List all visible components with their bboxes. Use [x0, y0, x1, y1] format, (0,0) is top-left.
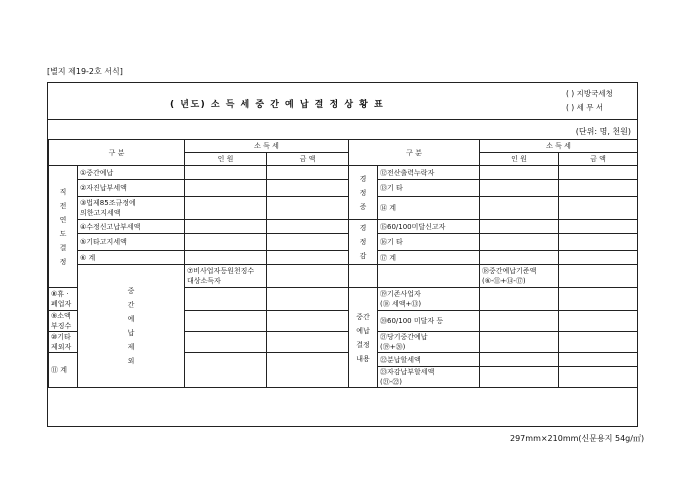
row-label: ⑭ 계: [378, 197, 480, 220]
input-cell[interactable]: [185, 332, 267, 353]
input-cell[interactable]: [559, 220, 638, 234]
header-gubun-right: 구 분: [349, 140, 480, 166]
row-label: ⑪ 계: [49, 353, 78, 388]
input-cell[interactable]: [480, 166, 559, 180]
row-label: ⑤기타고지세액: [78, 234, 185, 251]
input-cell[interactable]: [185, 180, 267, 197]
input-cell[interactable]: [480, 332, 559, 353]
input-cell[interactable]: [185, 353, 267, 388]
input-cell[interactable]: [559, 265, 638, 288]
input-cell[interactable]: [349, 265, 378, 288]
group-label-increase: 경 정 증: [349, 166, 378, 220]
input-cell[interactable]: [267, 220, 349, 234]
input-cell[interactable]: [559, 251, 638, 265]
row-label: ①중간예납: [78, 166, 185, 180]
form-id: [별지 제19-2호 서식]: [47, 67, 123, 76]
input-cell[interactable]: [267, 332, 349, 353]
input-cell[interactable]: [480, 288, 559, 311]
input-cell[interactable]: [185, 197, 267, 220]
row-label: ⑯기 타: [378, 234, 480, 251]
page-title: ( 년도) 소 득 세 중 간 예 납 결 정 상 황 표: [170, 100, 385, 110]
group-label-excluded: 중 간 예 납 제 외: [78, 265, 185, 388]
input-cell[interactable]: [480, 311, 559, 332]
input-cell[interactable]: [480, 367, 559, 388]
group-label-decrease: 경 정 감: [349, 220, 378, 265]
input-cell[interactable]: [480, 197, 559, 220]
input-cell[interactable]: [267, 288, 349, 311]
status-table: [48, 139, 638, 388]
input-cell[interactable]: [559, 311, 638, 332]
input-cell[interactable]: [185, 166, 267, 180]
input-cell[interactable]: [185, 234, 267, 251]
input-cell[interactable]: [480, 220, 559, 234]
header-geumaek-right: 금 액: [559, 153, 638, 166]
input-cell[interactable]: [267, 251, 349, 265]
row-label: ②자진납부세액: [78, 180, 185, 197]
input-cell[interactable]: [559, 234, 638, 251]
input-cell[interactable]: [559, 332, 638, 353]
input-cell[interactable]: [559, 367, 638, 388]
header-sodukse-left: 소 득 세: [185, 140, 349, 153]
input-cell[interactable]: [267, 234, 349, 251]
row-label: ⑲기존사업자 (⑱ 세액+⑬): [378, 288, 480, 311]
input-cell[interactable]: [480, 234, 559, 251]
input-cell[interactable]: [559, 288, 638, 311]
header-geumaek-left: 금 액: [267, 153, 349, 166]
input-cell[interactable]: [480, 180, 559, 197]
paper-spec: 297mm×210mm(신문용지 54g/㎡): [510, 434, 645, 443]
header-inwon-left: 인 원: [185, 153, 267, 166]
input-cell[interactable]: [267, 180, 349, 197]
group-label-decision: 중간 예납 결정 내용: [349, 288, 378, 388]
row-label: ⑥ 계: [78, 251, 185, 265]
empty-cell: [378, 265, 480, 288]
row-label: ⑫전산출력누락자: [378, 166, 480, 180]
title-row: [48, 83, 637, 120]
row-label: ⑨소액부징수: [49, 311, 78, 332]
group-label-prior-year: 직 전 연 도 결 정: [49, 166, 78, 288]
row-label: ⑮60/100미달신고자: [378, 220, 480, 234]
input-cell[interactable]: [480, 251, 559, 265]
row-label: ⑦비사업자등원천징수 대상소득자: [185, 265, 267, 288]
row-label: ⑬기 타: [378, 180, 480, 197]
input-cell[interactable]: [559, 180, 638, 197]
row-label: ⑰ 계: [378, 251, 480, 265]
input-cell[interactable]: [480, 353, 559, 367]
input-cell[interactable]: [559, 353, 638, 367]
row-label: ⑧휴 · 폐업자: [49, 288, 78, 311]
row-label: ③법제85조규정에 의한고지세액: [78, 197, 185, 220]
header-inwon-right: 인 원: [480, 153, 559, 166]
row-label: ㉑당기중간예납 (⑲+⑳): [378, 332, 480, 353]
row-label: ⑱중간예납기준액 (⑥-⑪+⑭-⑰): [480, 265, 559, 288]
input-cell[interactable]: [267, 197, 349, 220]
input-cell[interactable]: [267, 353, 349, 388]
input-cell[interactable]: [185, 220, 267, 234]
row-label: ⑳60/100 미달자 등: [378, 311, 480, 332]
header-gubun-left: 구 분: [49, 140, 185, 166]
input-cell[interactable]: [267, 311, 349, 332]
input-cell[interactable]: [559, 197, 638, 220]
unit-label: (단위: 명, 천원): [575, 127, 631, 136]
input-cell[interactable]: [267, 265, 349, 288]
input-cell[interactable]: [267, 166, 349, 180]
input-cell[interactable]: [185, 311, 267, 332]
tax-office-field: ( ) 세 무 서: [566, 103, 604, 112]
row-label: ㉓자감납부할세액 (㉑-㉒): [378, 367, 480, 388]
input-cell[interactable]: [559, 166, 638, 180]
row-label: ④수정신고납부세액: [78, 220, 185, 234]
regional-office-field: ( ) 지방국세청: [566, 89, 613, 98]
input-cell[interactable]: [185, 251, 267, 265]
form-table: [47, 82, 638, 427]
header-sodukse-right: 소 득 세: [480, 140, 638, 153]
row-label: ㉒분납할세액: [378, 353, 480, 367]
input-cell[interactable]: [185, 288, 267, 311]
row-label: ⑩기타제외자: [49, 332, 78, 353]
